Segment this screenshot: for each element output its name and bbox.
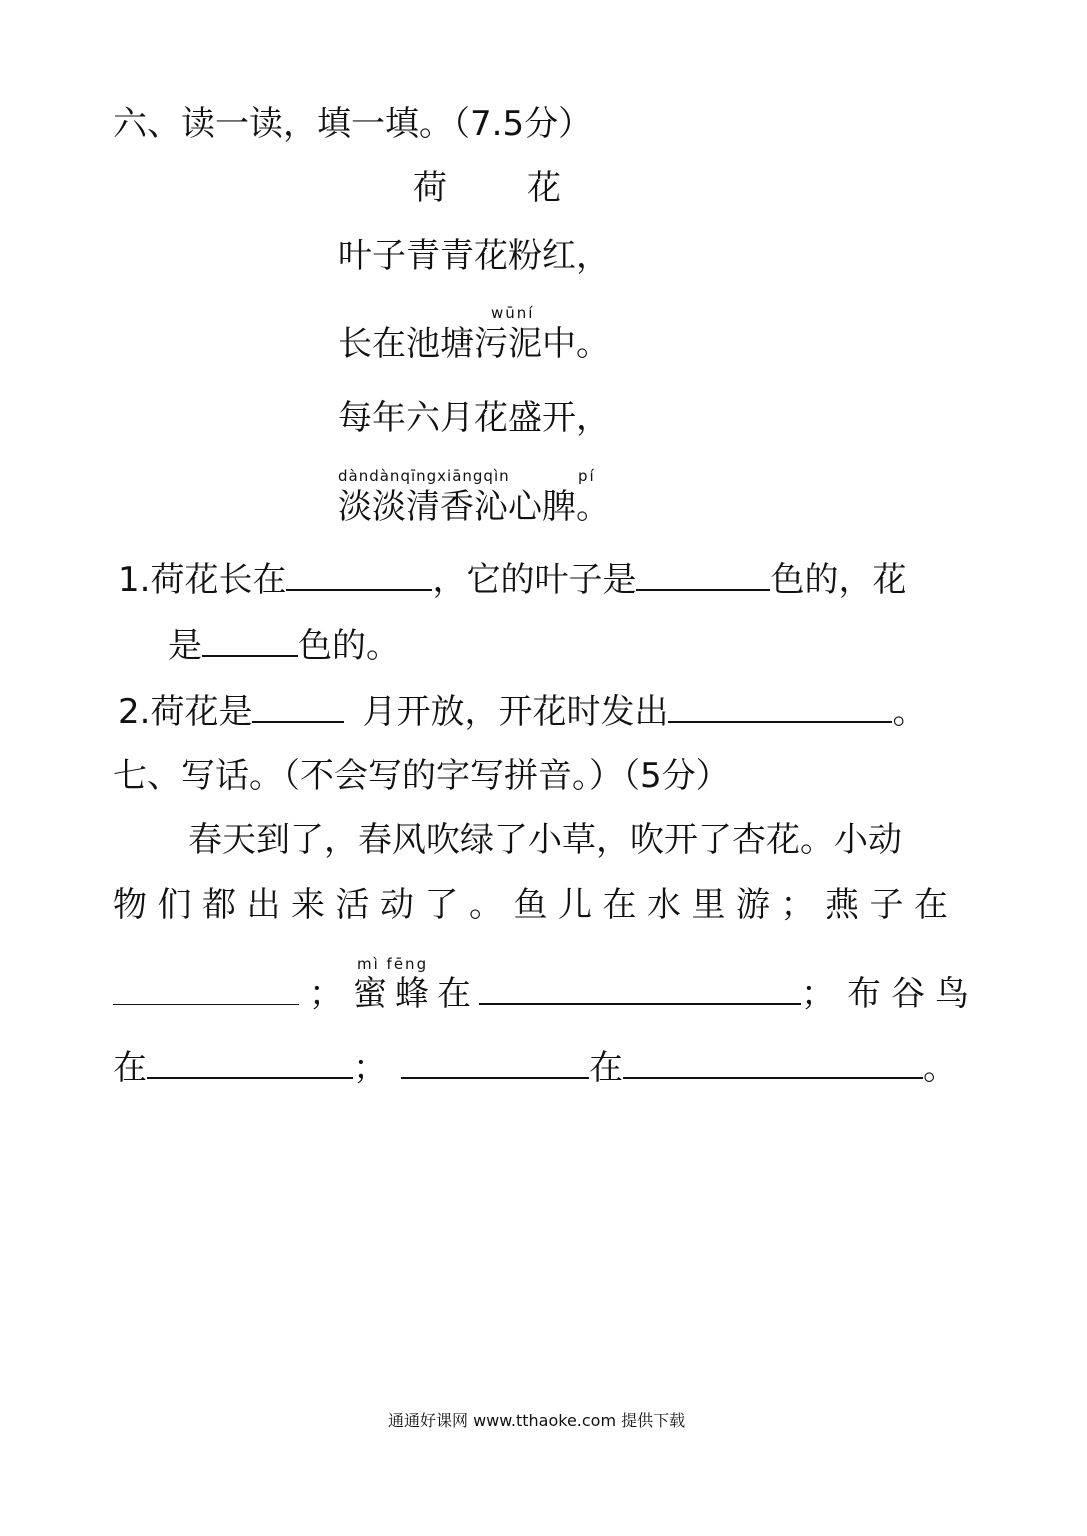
q1-blank-location[interactable] (286, 585, 432, 591)
q2-text-3: 。 (892, 692, 927, 732)
w-text-zai-1: 在 (113, 1048, 147, 1088)
poem-line-3: 每年六月花盛开， (338, 398, 610, 438)
question-2 (118, 692, 926, 732)
writing-line-1: 春天到了，春风吹绿了小草，吹开了杏花。小动 (188, 820, 902, 860)
q1-text-5: 色的。 (298, 626, 400, 666)
question-1-line-2 (168, 626, 400, 666)
q1-blank-leaf-color[interactable] (636, 585, 770, 591)
w-blank-swallow[interactable] (113, 1000, 299, 1005)
w-blank-animal[interactable] (401, 1073, 589, 1079)
poem-line-4: 淡淡清香沁心脾。 (338, 487, 610, 527)
w-sep-1: ； (309, 974, 343, 1014)
section6-heading: 六、读一读，填一填。（7.5分） (113, 104, 593, 144)
w-text-bee: 蜜蜂在 (353, 974, 479, 1014)
poem-pinyin-4b: pí (578, 467, 596, 485)
q1-text-1: 1.荷花长在 (118, 560, 287, 600)
w-sep-2: ； (801, 974, 835, 1014)
q1-text-4: 是 (168, 626, 202, 666)
w-text-zai-2: 在 (589, 1048, 623, 1088)
poem-line-2: 长在池塘污泥中。 (338, 324, 610, 364)
poem-line-1: 叶子青青花粉红， (338, 236, 610, 276)
writing-line-4 (113, 1048, 957, 1088)
w-text-cuckoo: 布谷鸟 (847, 974, 979, 1014)
writing-pinyin-mifeng: mì fēng (357, 955, 429, 973)
q2-text-2: 月开放，开花时发出 (362, 692, 669, 732)
poem-pinyin-4a: dàndànqīngxiāngqìn (338, 467, 510, 485)
w-blank-action[interactable] (623, 1073, 923, 1079)
w-end: 。 (923, 1048, 957, 1088)
writing-line-2: 物们都出来活动了。鱼儿在水里游；燕子在 (113, 885, 959, 925)
writing-line-3 (113, 974, 979, 1014)
w-blank-bee[interactable] (479, 999, 801, 1005)
section7-heading: 七、写话。（不会写的字写拼音。）（5分） (113, 756, 730, 796)
q2-blank-fragrance[interactable] (668, 717, 892, 723)
q1-text-3: 色的，花 (770, 560, 907, 600)
poem-title-he: 荷 (413, 168, 447, 208)
footer-credit: 通通好课网 www.tthaoke.com 提供下载 (388, 1411, 686, 1430)
poem-pinyin-2: wūní (491, 304, 535, 322)
poem-title-hua: 花 (527, 168, 561, 208)
question-1-line-1 (118, 560, 906, 600)
q1-text-2: ，它的叶子是 (432, 560, 637, 600)
w-sep-3: ； (353, 1048, 387, 1088)
w-blank-cuckoo[interactable] (147, 1073, 353, 1079)
q2-text-1: 2.荷花是 (118, 692, 253, 732)
q2-blank-month[interactable] (252, 717, 344, 723)
q1-blank-flower-color[interactable] (202, 651, 298, 657)
